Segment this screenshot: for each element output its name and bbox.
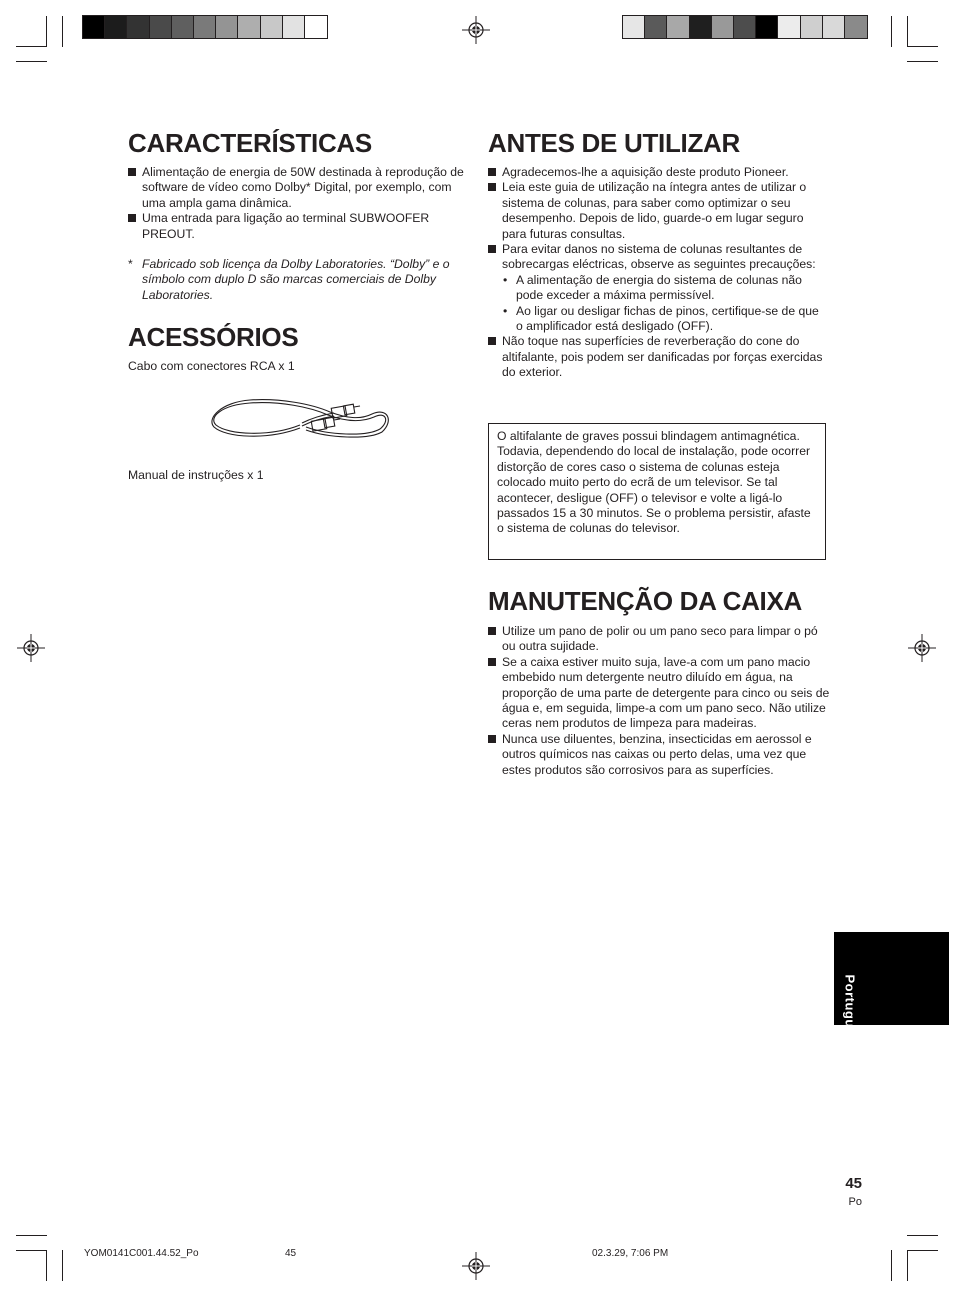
crop-mark <box>16 61 47 62</box>
crop-mark <box>16 1250 47 1251</box>
footer-page: 45 <box>285 1248 297 1259</box>
registration-target-icon <box>462 1252 490 1280</box>
page-lang-code: Po <box>848 1196 862 1208</box>
crop-mark <box>907 46 938 47</box>
footer-datetime: 02.3.29, 7:06 PM <box>592 1248 669 1259</box>
color-bar-left <box>82 15 328 39</box>
color-swatch <box>305 16 327 38</box>
color-swatch <box>756 16 778 38</box>
color-bar-right <box>622 15 868 39</box>
color-swatch <box>667 16 689 38</box>
crop-mark <box>46 16 47 47</box>
color-swatch <box>238 16 260 38</box>
antes-list <box>488 165 828 381</box>
crop-mark <box>16 1235 47 1236</box>
crop-mark <box>62 16 63 47</box>
manutencao-heading: MANUTENÇÃO DA CAIXA <box>488 586 802 616</box>
color-swatch <box>623 16 645 38</box>
registration-target-icon <box>462 16 490 44</box>
magnetic-shield-notice: O altifalante de graves possui blindagem antimagnética. Todavia, dependendo do local de instalação, pode ocorrer distorção de cores caso o sistema de colunas esteja colocado muito perto do ecrã de um televisor. Se tal acontecer, desligue (OFF) o televisor e volte a ligá-lo passados 15 a 30 minutos. Se o problema persistir, afaste o sistema de colunas do televisor. <box>488 423 826 560</box>
caracteristicas-heading: CARACTERÍSTICAS <box>128 128 372 158</box>
color-swatch <box>823 16 845 38</box>
color-swatch <box>283 16 305 38</box>
crop-mark <box>907 16 908 47</box>
color-swatch <box>734 16 756 38</box>
color-swatch <box>150 16 172 38</box>
list-item-text: Para evitar danos no sistema de colunas resultantes de sobrecargas eléctricas, observe as seguintes precauções: <box>502 242 816 272</box>
color-swatch <box>778 16 800 38</box>
footnote-mark: * <box>128 257 133 272</box>
crop-mark <box>907 1235 938 1236</box>
rca-cable-illustration <box>210 397 394 441</box>
list-item: Alimentação de energia de 50W destinada à reprodução de software de vídeo como Dolby* Digital, por exemplo, com uma ampla gama dinâmica. <box>128 165 464 211</box>
list-item: Nunca use diluentes, benzina, insecticidas em aerossol e outros químicos nas caixas ou perto delas, uma vez que estes produtos são corrosivos para as superfícies. <box>488 732 830 778</box>
acessorios-heading: ACESSÓRIOS <box>128 322 299 352</box>
list-item: Utilize um pano de polir ou um pano seco para limpar o pó ou outra sujidade. <box>488 624 830 655</box>
color-swatch <box>172 16 194 38</box>
dolby-footnote <box>128 257 464 303</box>
precautions-sublist <box>502 273 828 335</box>
crop-mark <box>891 1250 892 1281</box>
crop-mark <box>907 1250 908 1281</box>
color-swatch <box>83 16 105 38</box>
crop-mark <box>16 46 47 47</box>
crop-mark <box>46 1250 47 1281</box>
crop-mark <box>62 1250 63 1281</box>
page-number: 45 <box>845 1175 862 1192</box>
crop-mark <box>907 61 938 62</box>
crop-mark <box>891 16 892 47</box>
color-swatch <box>690 16 712 38</box>
color-swatch <box>216 16 238 38</box>
footer-filename: YOM0141C001.44.52_Po <box>84 1248 199 1259</box>
list-item: Não toque nas superfícies de reverberação do cone do altifalante, pois podem ser danificadas por forças exercidas do exterior. <box>488 334 828 380</box>
registration-target-icon <box>908 634 936 662</box>
crop-mark <box>907 1250 938 1251</box>
antes-section <box>488 165 828 381</box>
footnote-text: Fabricado sob licença da Dolby Laboratories. “Dolby” e o símbolo com duplo D são marcas comerciais de Dolby Laboratories. <box>142 257 450 302</box>
color-swatch <box>194 16 216 38</box>
cable-accessory-label: Cabo com conectores RCA x 1 <box>128 359 295 373</box>
list-item: Leia este guia de utilização na íntegra antes de utilizar o sistema de colunas, para saber como optimizar o seu desempenho. Depois de lido, guarde-o em lugar seguro para futuras consultas. <box>488 180 828 242</box>
color-swatch <box>801 16 823 38</box>
color-swatch <box>105 16 127 38</box>
language-tab-label: Português <box>842 974 858 1044</box>
antes-heading: ANTES DE UTILIZAR <box>488 128 741 158</box>
manutencao-list <box>488 624 830 778</box>
caracteristicas-section <box>128 165 464 303</box>
language-tab <box>834 932 949 1044</box>
caracteristicas-list <box>128 165 464 242</box>
list-item: Uma entrada para ligação ao terminal SUBWOOFER PREOUT. <box>128 211 464 242</box>
manutencao-section <box>488 624 830 778</box>
color-swatch <box>712 16 734 38</box>
registration-target-icon <box>17 634 45 662</box>
color-swatch <box>261 16 283 38</box>
list-item: Se a caixa estiver muito suja, lave-a com um pano macio embebido num detergente neutro diluído em água, na proporção de uma parte de detergente para cinco ou seis de água e, em seguida, limpe-a com um pano seco. Não utilize ceras nem produtos de limpeza para madeiras. <box>488 655 830 732</box>
sub-list-item: • Ao ligar ou desligar fichas de pinos, certifique-se de que o amplificador está desligado (OFF). <box>502 304 828 335</box>
color-swatch <box>127 16 149 38</box>
manual-accessory-label: Manual de instruções x 1 <box>128 468 264 482</box>
list-item: Agradecemos-lhe a aquisição deste produto Pioneer. <box>488 165 828 180</box>
color-swatch <box>845 16 867 38</box>
list-item <box>488 242 828 334</box>
sub-list-item: • A alimentação de energia do sistema de colunas não pode exceder a máxima permissível. <box>502 273 828 304</box>
color-swatch <box>645 16 667 38</box>
